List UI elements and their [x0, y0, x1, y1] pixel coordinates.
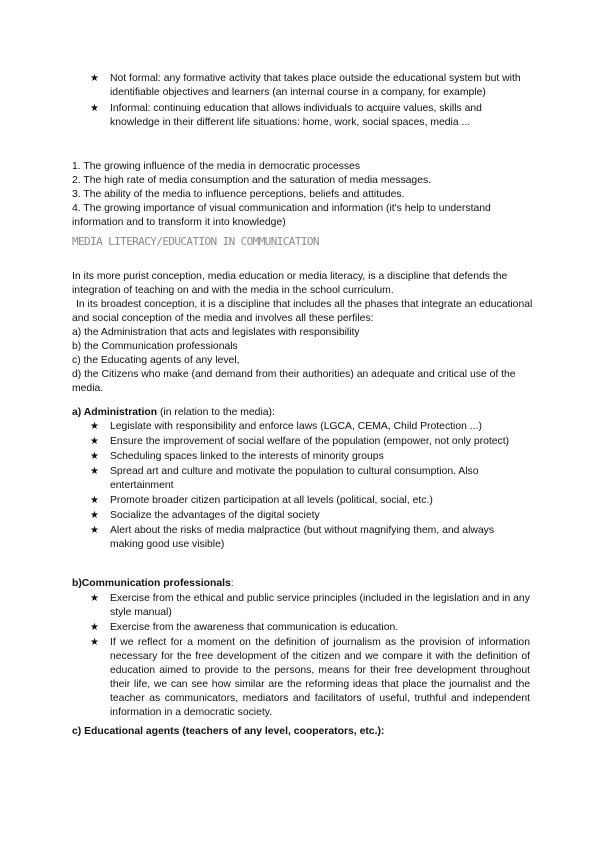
paragraph: In its broadest conception, it is a discipline that includes all the phases that integrate an educational and social conception of the media and involves all these perfiles: — [72, 299, 533, 324]
comm-bullet-list — [90, 592, 530, 721]
star-icon: ★ — [90, 525, 99, 536]
list-item: ★ Promote broader citizen participation at all levels (political, social, etc.) — [90, 495, 433, 506]
list-item: 2. The high rate of media consumption and the saturation of media messages. — [72, 175, 432, 186]
section-heading: MEDIA LITERACY/EDUCATION IN COMMUNICATION — [72, 235, 319, 248]
star-icon: ★ — [90, 495, 99, 506]
intro-block — [72, 270, 534, 396]
list-item: ★ Scheduling spaces linked to the interests of minority groups — [90, 451, 384, 462]
star-icon: ★ — [90, 637, 99, 648]
list-item: b) the Communication professionals — [72, 341, 238, 352]
list-item: ★ Exercise from the awareness that communication is education. — [90, 622, 399, 633]
list-item: ★ Not formal: any formative activity that takes place outside the educational system but with identifiable objectives and learners (an internal course in a company, for example) — [90, 73, 521, 98]
list-item: d) the Citizens who make (and demand from their authorities) an adequate and critical use of the media. — [72, 369, 516, 394]
star-icon: ★ — [90, 510, 99, 521]
list-item: ★ Legislate with responsibility and enforce laws (LGCA, CEMA, Child Protection ...) — [90, 421, 482, 432]
list-item: c) the Educating agents of any level, — [72, 355, 240, 366]
paragraph: In its more purist conception, media education or media literacy, is a discipline that defends the integration of teaching on and with the media in the school curriculum. — [72, 271, 508, 296]
star-icon: ★ — [90, 466, 99, 477]
admin-heading: a) Administration (in relation to the media): — [72, 407, 275, 418]
admin-bullet-list — [90, 420, 530, 553]
edu-heading: c) Educational agents (teachers of any level, cooperators, etc.): — [72, 726, 385, 737]
list-item: 3. The ability of the media to influence perceptions, beliefs and attitudes. — [72, 189, 405, 200]
list-item: ★ Informal: continuing education that allows individuals to acquire values, skills and knowledge in their different life situations: home, work, social spaces, media ... — [90, 103, 482, 128]
star-icon: ★ — [90, 593, 99, 604]
star-icon: ★ — [90, 73, 99, 84]
star-icon: ★ — [90, 451, 99, 462]
star-icon: ★ — [90, 436, 99, 447]
comm-heading: b)Communication professionals: — [72, 578, 234, 589]
list-item: ★ Socialize the advantages of the digital society — [90, 510, 320, 521]
list-item: 4. The growing importance of visual communication and information (it's help to understand information and to transform it into knowledge) — [72, 203, 491, 228]
star-icon: ★ — [90, 103, 99, 114]
list-item: 1. The growing influence of the media in democratic processes — [72, 161, 361, 172]
list-item: a) the Administration that acts and legislates with responsibility — [72, 327, 360, 338]
list-item: ★ Ensure the improvement of social welfare of the population (empower, not only protect) — [90, 436, 510, 447]
list-item: ★ Exercise from the ethical and public service principles (included in the legislation and in any style manual) — [90, 593, 530, 618]
list-item: ★ If we reflect for a moment on the definition of journalism as the provision of information necessary for the free development of the citizen and we compare it with the definition of education aimed to provide to the persons, means for their free development throughout their life, we can see how similar are the reforming ideas that place the journalist and the teacher as communicators, mediators and facilitators of useful, truthful and independent information in a democratic society. — [90, 637, 530, 718]
list-item: ★ Spread art and culture and motivate the population to cultural consumption. Also entertainment — [90, 466, 479, 491]
star-icon: ★ — [90, 421, 99, 432]
numbered-list — [72, 160, 534, 230]
list-item: ★ Alert about the risks of media malpractice (but without magnifying them, and always making good use visible) — [90, 525, 495, 550]
top-bullet-list — [90, 72, 530, 132]
star-icon: ★ — [90, 622, 99, 633]
